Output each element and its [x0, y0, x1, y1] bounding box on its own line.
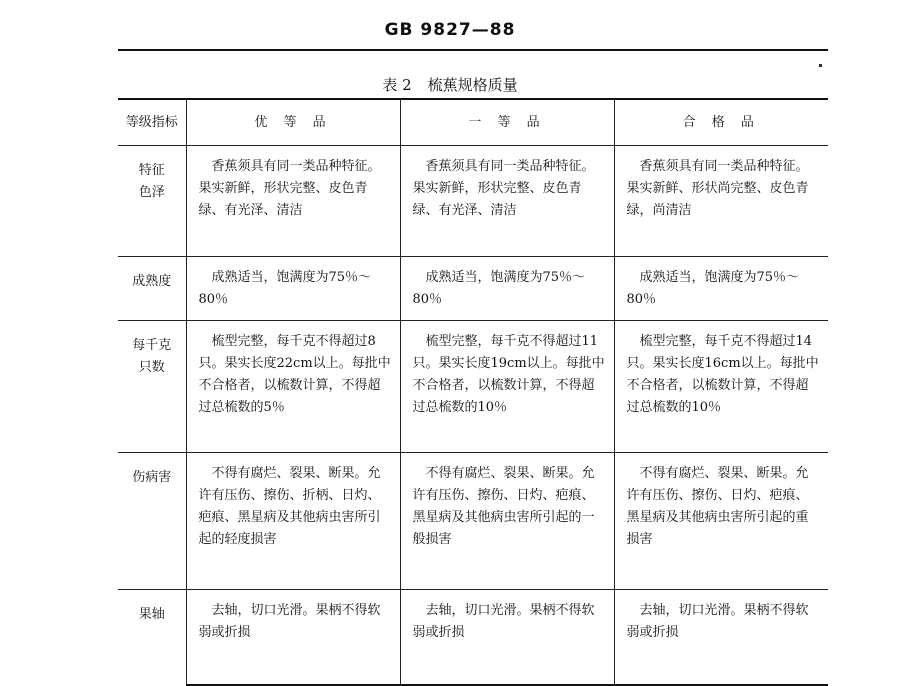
table-cell: 香蕉须具有同一类品种特征。果实新鲜，形状完整、皮色青绿、有光泽、清洁 [186, 146, 400, 257]
table-cell: 去轴，切口光滑。果柄不得软弱或折损 [186, 590, 400, 686]
table-caption [0, 74, 900, 95]
row-label-ripeness [118, 257, 186, 321]
row-label-line: 特征 [138, 163, 165, 178]
row-label-count-per-kg [118, 321, 186, 453]
table-row [118, 590, 828, 686]
row-label-line: 成熟度 [132, 274, 172, 289]
table-number: 表 2 [382, 76, 412, 94]
table-cell: 梳型完整，每千克不得超过8只。果实长度22cm以上。每批中不合格者，以梳数计算，不得超过总梳数的5％ [186, 321, 400, 453]
table-cell: 去轴，切口光滑。果柄不得软弱或折损 [614, 590, 828, 686]
standard-code: GB 9827—88 [384, 20, 516, 40]
column-header-indicator: 等级指标 [118, 99, 186, 146]
row-label-line: 每千克 [132, 338, 172, 353]
table-cell: 不得有腐烂、裂果、断果。允许有压伤、擦伤、折柄、日灼、疤痕、黑星病及其他病虫害所引起的轻度损害 [186, 453, 400, 590]
scan-speck [819, 64, 822, 67]
column-header-premium-label: 优 等 品 [254, 114, 332, 130]
table-cell: 香蕉须具有同一类品种特征。果实新鲜、形状尚完整、皮色青绿，尚清洁 [614, 146, 828, 257]
row-label-line: 果轴 [138, 607, 165, 622]
table-row [118, 146, 828, 257]
column-header-qualified-label: 合 格 品 [682, 114, 760, 130]
column-header-premium [186, 99, 400, 146]
column-header-first-grade [400, 99, 614, 146]
table-cell: 成熟适当，饱满度为75％～80％ [186, 257, 400, 321]
table-header-row [118, 99, 828, 146]
table-row [118, 453, 828, 590]
row-label-line: 只数 [138, 360, 165, 375]
row-label-line: 色泽 [138, 185, 165, 200]
table-cell: 成熟适当，饱满度为75％～80％ [400, 257, 614, 321]
quality-spec-table [118, 98, 828, 686]
row-label-feature-color [118, 146, 186, 257]
table-cell: 去轴，切口光滑。果柄不得软弱或折损 [400, 590, 614, 686]
table-cell: 不得有腐烂、裂果、断果。允许有压伤、擦伤、日灼、疤痕、黑星病及其他病虫害所引起的一般损害 [400, 453, 614, 590]
table-cell: 不得有腐烂、裂果、断果。允许有压伤、擦伤、日灼、疤痕、黑星病及其他病虫害所引起的重损害 [614, 453, 828, 590]
table-title: 梳蕉规格质量 [427, 76, 518, 94]
row-label-line: 伤病害 [132, 470, 172, 485]
table-cell: 梳型完整，每千克不得超过14只。果实长度16cm以上。每批中不合格者，以梳数计算，不得超过总梳数的10％ [614, 321, 828, 453]
row-label-stalk [118, 590, 186, 686]
table-row [118, 321, 828, 453]
column-header-first-grade-label: 一 等 品 [468, 114, 546, 130]
table-cell: 成熟适当，饱满度为75％～80％ [614, 257, 828, 321]
table-cell: 香蕉须具有同一类品种特征。果实新鲜，形状完整、皮色青绿、有光泽、清洁 [400, 146, 614, 257]
header-rule [118, 49, 828, 51]
table-cell: 梳型完整，每千克不得超过11只。果实长度19cm以上。每批中不合格者，以梳数计算，不得超过总梳数的10％ [400, 321, 614, 453]
row-label-damage [118, 453, 186, 590]
table-row [118, 257, 828, 321]
column-header-qualified [614, 99, 828, 146]
